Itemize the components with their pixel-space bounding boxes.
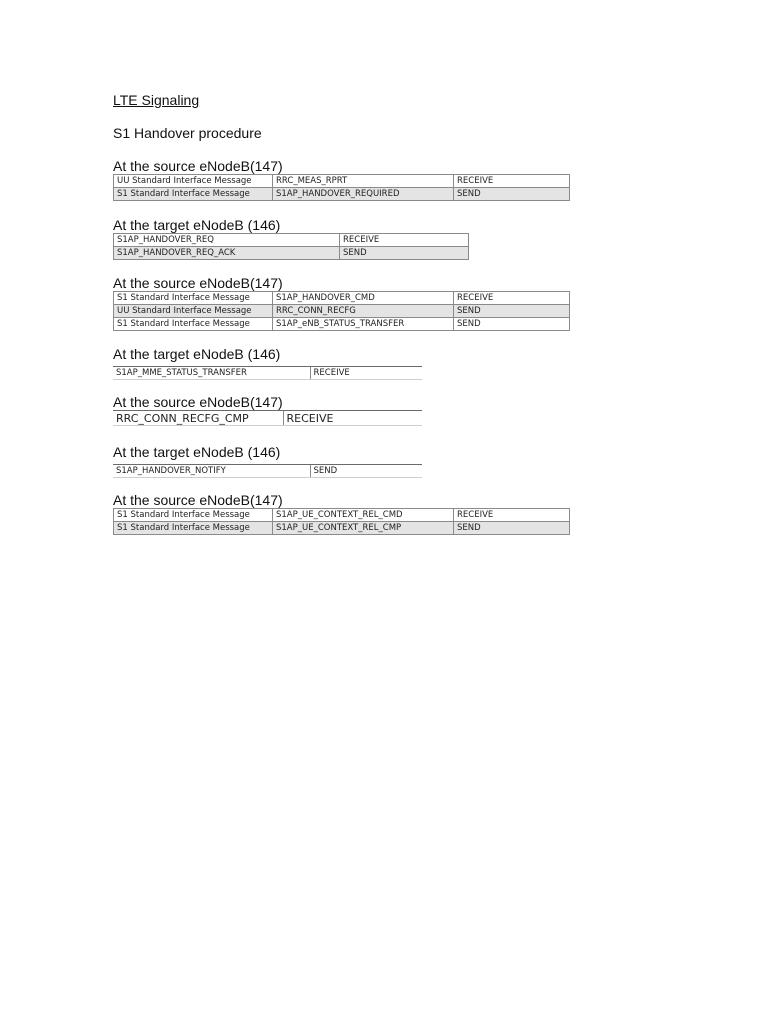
message-cell: S1AP_HANDOVER_REQUIRED	[273, 188, 454, 201]
table-row	[114, 247, 469, 260]
message-cell: S1AP_HANDOVER_REQ_ACK	[114, 247, 340, 260]
section-heading: At the target eNodeB (146)	[113, 217, 281, 233]
document-title: LTE Signaling	[113, 92, 200, 108]
section-source-enodeb-2	[113, 275, 570, 331]
table-row	[114, 175, 570, 188]
direction-cell: SEND	[340, 247, 469, 260]
table-row	[113, 367, 422, 380]
interface-cell: S1 Standard Interface Message	[114, 522, 273, 535]
message-table	[113, 291, 570, 331]
message-cell: S1AP_MME_STATUS_TRANSFER	[113, 367, 310, 380]
section-heading: At the source eNodeB(147)	[113, 158, 283, 174]
direction-cell: RECEIVE	[454, 175, 570, 188]
section-heading: At the target eNodeB (146)	[113, 444, 281, 460]
section-heading: At the source eNodeB(147)	[113, 492, 283, 508]
direction-cell: SEND	[454, 522, 570, 535]
section-heading: At the source eNodeB(147)	[113, 275, 283, 291]
interface-cell: S1 Standard Interface Message	[114, 318, 273, 331]
message-cell: RRC_CONN_RECFG_CMP	[113, 411, 283, 426]
message-cell: S1AP_UE_CONTEXT_REL_CMP	[273, 522, 454, 535]
table-row	[114, 318, 570, 331]
message-cell: S1AP_HANDOVER_REQ	[114, 234, 340, 247]
section-source-enodeb-1	[113, 158, 570, 201]
message-cell: S1AP_HANDOVER_CMD	[273, 292, 454, 305]
table-row	[113, 411, 422, 426]
section-heading: At the source eNodeB(147)	[113, 394, 283, 410]
table-row	[114, 292, 570, 305]
interface-cell: S1 Standard Interface Message	[114, 292, 273, 305]
direction-cell: RECEIVE	[310, 367, 422, 380]
message-cell: RRC_CONN_RECFG	[273, 305, 454, 318]
interface-cell: UU Standard Interface Message	[114, 305, 273, 318]
table-row	[113, 465, 422, 478]
section-source-enodeb-3	[113, 394, 422, 426]
direction-cell: RECEIVE	[454, 292, 570, 305]
message-table	[113, 366, 422, 380]
section-target-enodeb-3	[113, 444, 422, 478]
message-cell: S1AP_UE_CONTEXT_REL_CMD	[273, 509, 454, 522]
message-cell: S1AP_eNB_STATUS_TRANSFER	[273, 318, 454, 331]
message-cell: S1AP_HANDOVER_NOTIFY	[113, 465, 310, 478]
table-row	[114, 509, 570, 522]
direction-cell: SEND	[454, 318, 570, 331]
document-subtitle: S1 Handover procedure	[113, 125, 262, 141]
section-target-enodeb-1	[113, 217, 469, 260]
table-row	[114, 305, 570, 318]
direction-cell: RECEIVE	[283, 411, 422, 426]
direction-cell: RECEIVE	[340, 234, 469, 247]
table-row	[114, 188, 570, 201]
section-heading: At the target eNodeB (146)	[113, 346, 281, 362]
interface-cell: S1 Standard Interface Message	[114, 188, 273, 201]
direction-cell: SEND	[310, 465, 422, 478]
message-table	[113, 508, 570, 535]
message-table	[113, 464, 422, 478]
message-table	[113, 233, 469, 260]
message-table	[113, 174, 570, 201]
interface-cell: UU Standard Interface Message	[114, 175, 273, 188]
message-cell: RRC_MEAS_RPRT	[273, 175, 454, 188]
message-table	[113, 410, 422, 426]
table-row	[114, 522, 570, 535]
section-source-enodeb-4	[113, 492, 570, 535]
section-target-enodeb-2	[113, 346, 422, 380]
direction-cell: SEND	[454, 188, 570, 201]
direction-cell: SEND	[454, 305, 570, 318]
direction-cell: RECEIVE	[454, 509, 570, 522]
interface-cell: S1 Standard Interface Message	[114, 509, 273, 522]
table-row	[114, 234, 469, 247]
